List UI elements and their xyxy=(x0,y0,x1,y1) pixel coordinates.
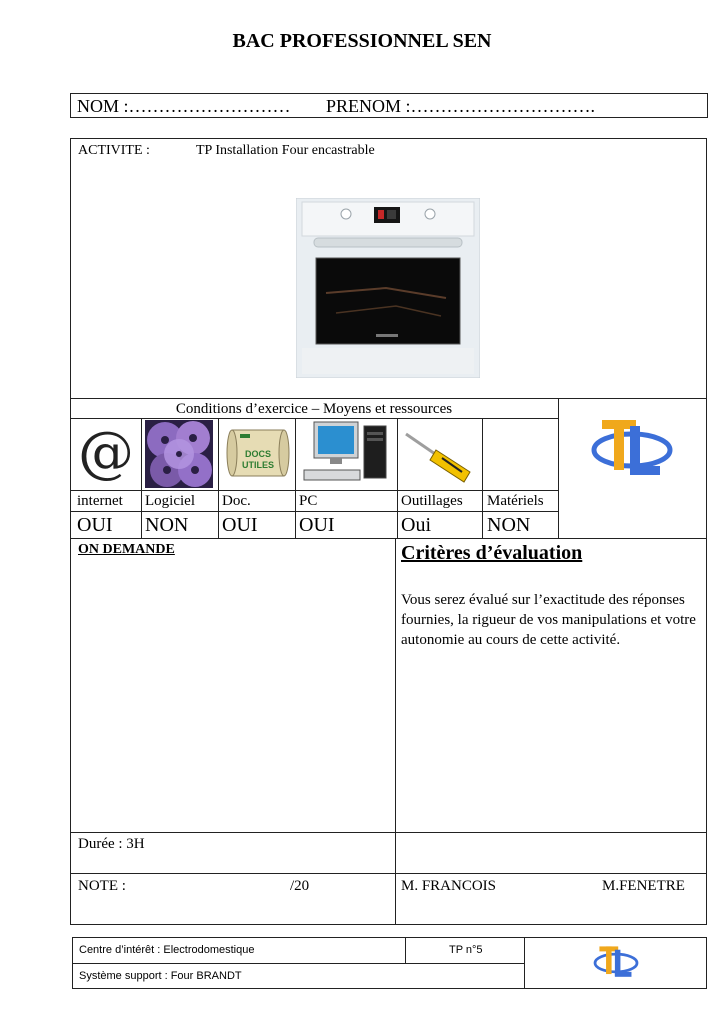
col-divider-2 xyxy=(218,418,219,538)
resource-value-internet: OUI xyxy=(77,514,113,536)
resource-label-internet: internet xyxy=(77,493,123,509)
criteria-title: Critères d’évaluation xyxy=(401,542,583,564)
on-demande-heading: ON DEMANDE xyxy=(78,542,175,557)
empty-icon xyxy=(485,420,555,488)
resource-value-logiciel: NON xyxy=(145,514,189,536)
desktop-computer-icon xyxy=(300,420,392,488)
footer-tp-number: TP n°5 xyxy=(449,944,483,956)
resource-label-materiels: Matériels xyxy=(487,493,544,509)
note-score: /20 xyxy=(290,878,310,894)
conditions-top-line xyxy=(70,398,707,399)
page-title: BAC PROFESSIONNEL SEN xyxy=(232,30,492,52)
activity-value: TP Installation Four encastrable xyxy=(196,143,375,158)
prenom-label: PRENOM :…………………………. xyxy=(326,96,596,116)
duree-top-line xyxy=(70,832,707,833)
footer-centre: Centre d’intérêt : Electrodomestique xyxy=(79,944,255,956)
footer-divider-2 xyxy=(524,937,525,989)
docs-icon-word-2: UTILES xyxy=(241,460,275,470)
footer-divider-1 xyxy=(405,937,406,963)
at-sign-icon: @ xyxy=(78,420,134,485)
screwdriver-icon xyxy=(400,420,480,488)
docs-icon-word-1: DOCS xyxy=(244,449,272,459)
col-divider-1 xyxy=(141,418,142,538)
resource-value-doc: OUI xyxy=(222,514,258,536)
cd-discs-icon xyxy=(145,420,213,488)
duree-label: Durée : 3H xyxy=(78,836,145,852)
oven-image xyxy=(296,198,480,378)
resource-label-outillages: Outillages xyxy=(401,493,463,509)
labels-bottom-line xyxy=(70,511,558,512)
school-logo xyxy=(590,412,674,488)
col-divider-4 xyxy=(397,418,398,538)
resource-label-pc: PC xyxy=(299,493,318,509)
teacher-fenetre: M.FENETRE xyxy=(602,878,685,894)
resource-value-outillages: Oui xyxy=(401,514,431,536)
criteria-text: Vous serez évalué sur l’exactitude des réponses fournies, la rigueur de vos manipulations et votre autonomie au cours de cette activité. xyxy=(401,592,696,648)
icons-bottom-line xyxy=(70,490,558,491)
col-divider-3 xyxy=(295,418,296,538)
resource-label-doc: Doc. xyxy=(222,493,251,509)
col-divider-5 xyxy=(482,418,483,538)
note-label: NOTE : xyxy=(78,878,126,894)
resource-value-pc: OUI xyxy=(299,514,335,536)
resource-value-materiels: NON xyxy=(487,514,531,536)
resource-label-logiciel: Logiciel xyxy=(145,493,195,509)
footer-systeme: Système support : Four BRANDT xyxy=(79,970,242,982)
footer-mid-line xyxy=(72,963,524,964)
note-top-line xyxy=(70,873,707,874)
docs-utiles-scroll-icon xyxy=(226,424,290,484)
logo-cell-divider xyxy=(558,398,559,539)
teacher-francois: M. FRANCOIS xyxy=(401,878,497,894)
conditions-title: Conditions d’exercice – Moyens et ressources xyxy=(175,401,453,417)
values-bottom-line xyxy=(70,538,707,539)
nom-label: NOM :……………………… xyxy=(77,96,291,116)
activity-label: ACTIVITE : xyxy=(78,143,150,158)
footer-logo xyxy=(592,942,640,984)
lower-center-divider xyxy=(395,538,396,925)
